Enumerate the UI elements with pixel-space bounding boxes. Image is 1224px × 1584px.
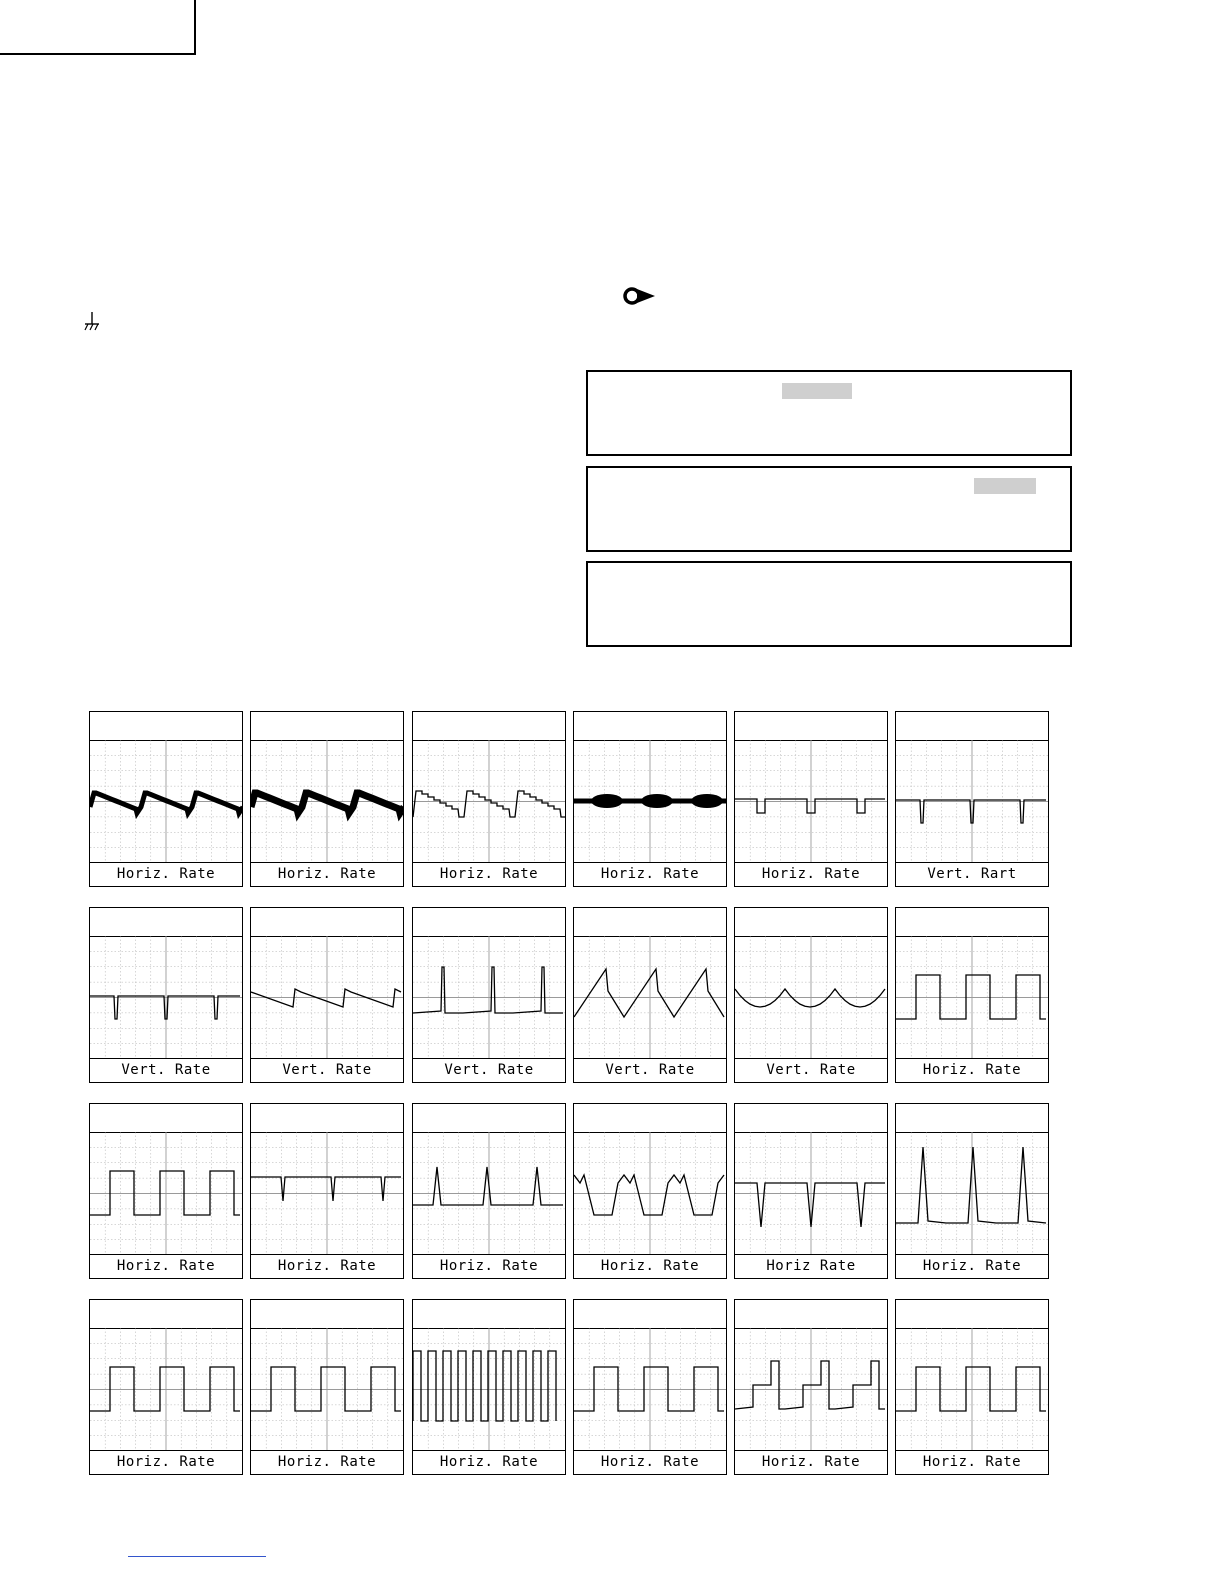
waveform-rate-label: Vert. Rate: [735, 1058, 887, 1082]
oscilloscope-screen: [896, 936, 1048, 1059]
waveform-rate-label: Vert. Rate: [413, 1058, 565, 1082]
waveform-panel: [573, 907, 727, 1083]
waveform-panel: [734, 907, 888, 1083]
waveform-trace: [574, 969, 724, 1017]
waveform-rate-label: Horiz. Rate: [735, 862, 887, 886]
chassis-ground-icon: [84, 312, 100, 332]
waveform-header: [90, 1104, 242, 1133]
waveform-panel: [412, 1103, 566, 1279]
oscilloscope-screen: [896, 1132, 1048, 1255]
waveform-panel: [250, 1103, 404, 1279]
waveform-header: [574, 1104, 726, 1133]
oscilloscope-screen: [735, 936, 887, 1059]
waveform-header: [896, 712, 1048, 741]
waveform-header: [735, 908, 887, 937]
waveform-rate-label: Horiz. Rate: [574, 1450, 726, 1474]
waveform-header: [574, 1300, 726, 1329]
waveform-trace: [90, 1367, 240, 1411]
waveform-panel: [573, 711, 727, 887]
waveform-header: [896, 908, 1048, 937]
waveform-rate-label: Vert. Rart: [896, 862, 1048, 886]
oscilloscope-screen: [413, 1328, 565, 1451]
notice-box-1: [586, 370, 1072, 456]
oscilloscope-screen: [90, 740, 242, 863]
waveform-rate-label: Horiz. Rate: [251, 1450, 403, 1474]
waveform-panel: [895, 1103, 1049, 1279]
waveform-rate-label: Vert. Rate: [574, 1058, 726, 1082]
waveform-trace: [735, 989, 885, 1007]
waveform-header: [251, 712, 403, 741]
oscilloscope-screen: [251, 1132, 403, 1255]
waveform-rate-label: Horiz. Rate: [896, 1058, 1048, 1082]
test-point-icon: [622, 286, 656, 306]
oscilloscope-screen: [735, 1132, 887, 1255]
waveform-header: [896, 1300, 1048, 1329]
notice-box-3: [586, 561, 1072, 647]
waveform-panel: [412, 1299, 566, 1475]
oscilloscope-screen: [251, 740, 403, 863]
waveform-panel: [89, 907, 243, 1083]
waveform-rate-label: Horiz. Rate: [251, 1254, 403, 1278]
waveform-header: [896, 1104, 1048, 1133]
waveform-rate-label: Horiz. Rate: [896, 1254, 1048, 1278]
waveform-header: [574, 908, 726, 937]
waveform-header: [251, 1104, 403, 1133]
waveform-trace: [896, 975, 1046, 1019]
waveform-panel: [573, 1299, 727, 1475]
oscilloscope-screen: [251, 936, 403, 1059]
waveform-trace: [735, 1183, 885, 1227]
waveform-rate-label: Horiz. Rate: [90, 862, 242, 886]
highlight-mark: [782, 383, 852, 399]
waveform-panel: [734, 1299, 888, 1475]
oscilloscope-screen: [574, 740, 726, 863]
waveform-header: [413, 1104, 565, 1133]
oscilloscope-screen: [90, 1132, 242, 1255]
oscilloscope-screen: [574, 1132, 726, 1255]
waveform-rate-label: Horiz. Rate: [896, 1450, 1048, 1474]
waveform-panel: [250, 1299, 404, 1475]
waveform-trace: [896, 1147, 1046, 1223]
waveform-panel: [89, 1299, 243, 1475]
oscilloscope-screen: [413, 740, 565, 863]
oscilloscope-screen: [896, 740, 1048, 863]
waveform-rate-label: Horiz. Rate: [735, 1450, 887, 1474]
waveform-header: [90, 908, 242, 937]
waveform-panel: [250, 907, 404, 1083]
waveform-trace: [90, 996, 240, 1019]
waveform-panel: [895, 907, 1049, 1083]
waveform-panel: [895, 1299, 1049, 1475]
waveform-rate-label: Horiz. Rate: [413, 1254, 565, 1278]
oscilloscope-screen: [735, 740, 887, 863]
waveform-panel: [89, 711, 243, 887]
oscilloscope-screen: [574, 936, 726, 1059]
waveform-panel: [412, 907, 566, 1083]
waveform-trace: [574, 1367, 724, 1411]
waveform-burst: [591, 794, 623, 808]
waveform-rate-label: Vert. Rate: [251, 1058, 403, 1082]
waveform-panel: [89, 1103, 243, 1279]
waveform-panel: [734, 711, 888, 887]
oscilloscope-screen: [574, 1328, 726, 1451]
waveform-header: [735, 1104, 887, 1133]
waveform-header: [413, 908, 565, 937]
waveform-panel: [412, 711, 566, 887]
footer-rule: [128, 1556, 266, 1557]
oscilloscope-screen: [90, 1328, 242, 1451]
waveform-panel: [573, 1103, 727, 1279]
waveform-header: [90, 712, 242, 741]
waveform-trace: [896, 800, 1046, 823]
waveform-trace: [735, 1361, 885, 1409]
oscilloscope-screen: [90, 936, 242, 1059]
highlight-mark: [974, 478, 1036, 494]
waveform-trace: [896, 1367, 1046, 1411]
waveform-header: [413, 712, 565, 741]
waveform-panel: [734, 1103, 888, 1279]
waveform-burst: [691, 794, 723, 808]
oscilloscope-screen: [413, 936, 565, 1059]
waveform-rate-label: Horiz Rate: [735, 1254, 887, 1278]
oscilloscope-screen: [896, 1328, 1048, 1451]
waveform-trace: [251, 1177, 401, 1201]
waveform-rate-label: Horiz. Rate: [413, 862, 565, 886]
waveform-header: [90, 1300, 242, 1329]
waveform-rate-label: Horiz. Rate: [574, 862, 726, 886]
waveform-header: [574, 712, 726, 741]
waveform-rate-label: Horiz. Rate: [574, 1254, 726, 1278]
waveform-rate-label: Vert. Rate: [90, 1058, 242, 1082]
waveform-trace: [413, 967, 563, 1013]
waveform-trace: [90, 1171, 240, 1215]
oscilloscope-screen: [413, 1132, 565, 1255]
waveform-header: [251, 1300, 403, 1329]
waveform-header: [413, 1300, 565, 1329]
oscilloscope-screen: [735, 1328, 887, 1451]
notice-box-2: [586, 466, 1072, 552]
waveform-rate-label: Horiz. Rate: [251, 862, 403, 886]
page-corner-box: [0, 0, 196, 55]
waveform-panel: [895, 711, 1049, 887]
waveform-burst: [641, 794, 673, 808]
waveform-rate-label: Horiz. Rate: [413, 1450, 565, 1474]
waveform-panel: [250, 711, 404, 887]
waveform-trace: [251, 1367, 401, 1411]
waveform-trace: [413, 1167, 563, 1205]
waveform-header: [735, 712, 887, 741]
waveform-header: [251, 908, 403, 937]
waveform-trace: [413, 1351, 556, 1421]
waveform-header: [735, 1300, 887, 1329]
waveform-rate-label: Horiz. Rate: [90, 1450, 242, 1474]
waveform-rate-label: Horiz. Rate: [90, 1254, 242, 1278]
waveform-trace: [251, 989, 401, 1007]
oscilloscope-screen: [251, 1328, 403, 1451]
